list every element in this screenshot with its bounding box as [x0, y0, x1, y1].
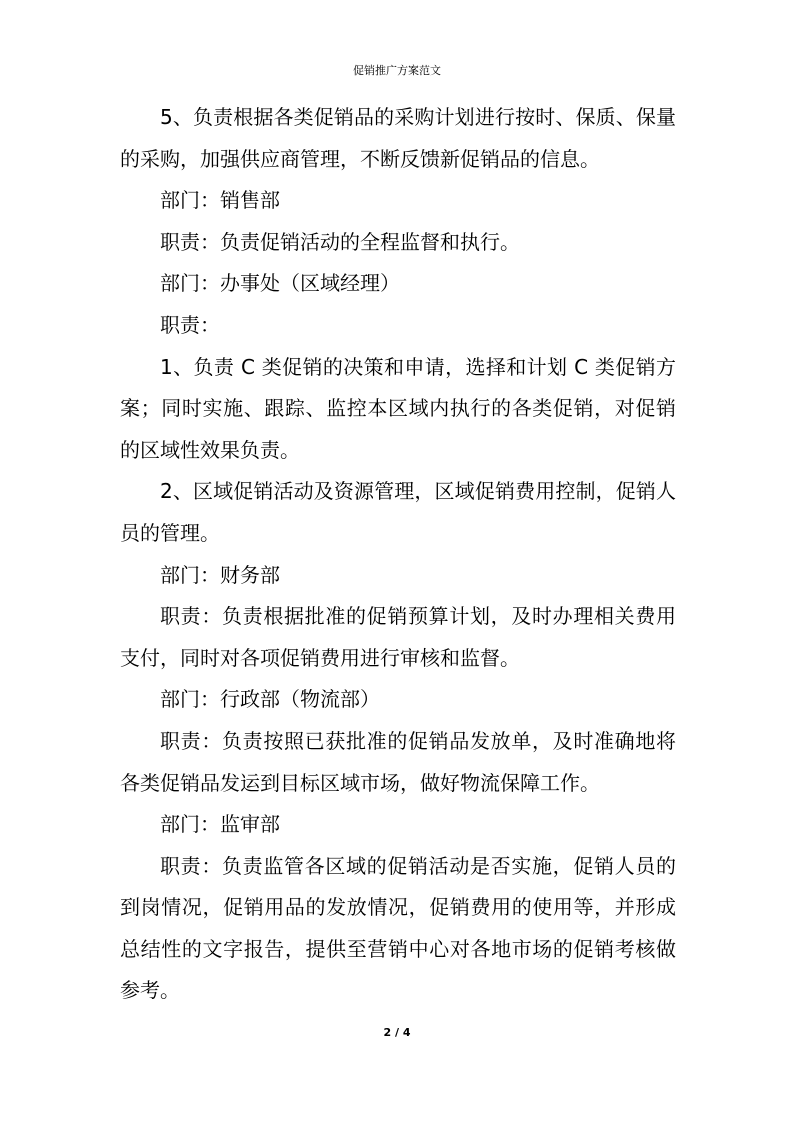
- paragraph: 职责：负责监管各区域的促销活动是否实施，促销人员的到岗情况，促销用品的发放情况，促销费用的使用等，并形成总结性的文字报告，提供至营销中心对各地市场的促销考核做参考。: [120, 853, 676, 1003]
- paragraph: 2、区域促销活动及资源管理，区域促销费用控制，促销人员的管理。: [120, 479, 676, 545]
- paragraph: 职责：负责促销活动的全程监督和执行。: [160, 229, 520, 254]
- paragraph: 部门：销售部: [160, 188, 280, 213]
- document-body: [120, 97, 676, 1012]
- paragraph: 部门：行政部（物流部）: [160, 687, 380, 712]
- paragraph: 职责：负责按照已获批准的促销品发放单，及时准确地将各类促销品发运到目标区域市场，做好物流保障工作。: [120, 728, 676, 795]
- paragraph: 5、负责根据各类促销品的采购计划进行按时、保质、保量的采购，加强供应商管理，不断反馈新促销品的信息。: [120, 105, 676, 171]
- paragraph: 部门：办事处（区域经理）: [160, 271, 400, 296]
- paragraph: 职责：负责根据批准的促销预算计划，及时办理相关费用支付，同时对各项促销费用进行审核和监督。: [120, 604, 676, 670]
- page-number: 2 / 4: [383, 1026, 411, 1039]
- paragraph: 1、负责 C 类促销的决策和申请，选择和计划 C 类促销方案；同时实施、跟踪、监控本区域内执行的各类促销，对促销的区域性效果负责。: [120, 354, 676, 462]
- paragraph: 职责：: [160, 312, 220, 337]
- paragraph: 部门：财务部: [160, 562, 280, 587]
- paragraph: 部门：监审部: [160, 812, 280, 837]
- page-header: 促销推广方案范文: [353, 64, 441, 77]
